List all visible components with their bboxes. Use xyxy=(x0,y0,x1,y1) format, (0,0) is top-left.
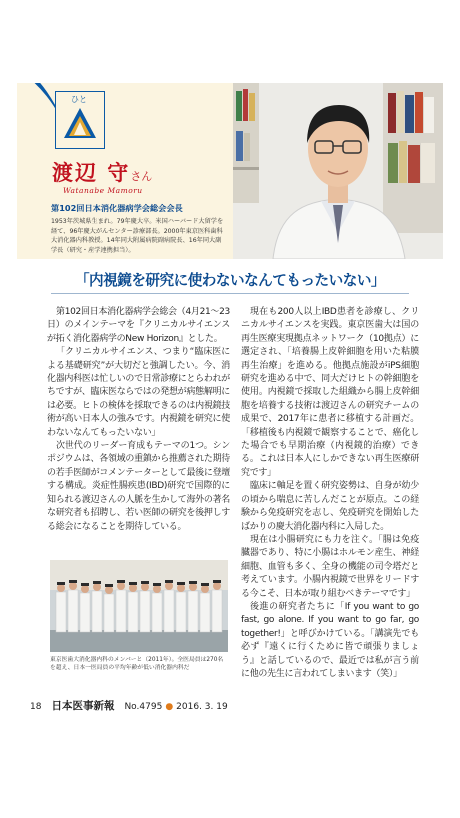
group-image xyxy=(50,560,228,652)
hito-logo-icon xyxy=(63,106,97,140)
paragraph: 後進の研究者たちに「If you want to go fast, go alone. If you want to go far, go together!」と呼びかけている。「講演先でも必ず『遠くに行くために皆で頑張りましょう』と話しているので、最近では私が言う前に他の先生に言われてしまいます（笑）」 xyxy=(241,601,419,679)
biography: 1953年茨城県生まれ。79年慶大卒。米国ハーバード大留学を経て、96年慶大がんセンター診療部長。2000年東京医科歯科大消化器内科教授。14年同大附属病院副病院長、16年同大副学長（研究・産学連携担当）。 xyxy=(51,218,224,254)
headline: 「内視鏡を研究に使わないなんてもったいない」 xyxy=(74,272,386,289)
profile-panel xyxy=(17,83,233,259)
page-footer xyxy=(30,698,228,713)
paragraph: 次世代のリーダー育成もテーマの1つ。シンポジウムは、各領域の重鎮から推薦された期待の若手医師がコメンテーターとして最後に登壇する構成。炎症性腸疾患(IBD)研究で国際的に知られる渡辺さんの人脈を生かして海外の著名な研究者も招聘し、若い医師の研究を後押しする総会になることを期待している。 xyxy=(47,441,230,532)
paragraph: 「クリニカルサイエンス、つまり“臨床医による基礎研究”が大切だと強調したい。今、消化器内科医は忙しいので日常診療にとらわれがちですが、臨床医ならではの発想が病態解明には必要。ヒトの検体を採取できるのは内視鏡技術が高い日本人の強みです。内視鏡を研究に使わないなんてもったいない」 xyxy=(47,347,230,438)
person-name-roman: Watanabe Mamoru xyxy=(63,186,143,195)
paragraph: 臨床に軸足を置く研究姿勢は、自身が幼少の頃から喘息に苦しんだことが原点。この経験から免疫研究を志し、免疫研究を開始したばかりの慶大消化器内科に入局した。 xyxy=(241,481,419,532)
portrait-image xyxy=(233,83,443,259)
page-number: 18 xyxy=(30,702,42,712)
separator-dot-icon: ● xyxy=(165,702,174,712)
hito-badge xyxy=(55,91,105,149)
group-photo xyxy=(50,560,228,652)
person-name: 渡辺 守さん xyxy=(52,160,153,185)
hito-label: ひと xyxy=(71,95,87,104)
paragraph: 現在も200人以上IBD患者を診療し、クリニカルサイエンスを実践。東京医歯大は国の再生医療実現拠点ネットワーク（10拠点）に選定され、「培養腸上皮幹細胞を用いた粘膜再生治療」を進める。他拠点施設がiPS細胞研究を進める中で、同大だけヒトの幹細胞を使用。内視鏡で採取した組織から腸上皮幹細胞を培養する技術は渡辺さんの研究チームの成果で、2017年に患者に移植する計画だ。「移植後も内視鏡で観察することで、癌化した場合でも早期治療（内視鏡的治療）できる。これは日本人にしかできない再生医療研究です」 xyxy=(241,307,419,478)
issue-date: 2016. 3. 19 xyxy=(176,702,228,712)
paragraph: 第102回日本消化器病学会総会（4月21〜23日）のメインテーマを『クリニカルサイエンスが拓く消化器病学のNew Horizon』とした。 xyxy=(47,307,230,344)
publication-name: 日本医事新報 xyxy=(51,700,115,712)
headline-divider xyxy=(51,293,409,294)
honorific: さん xyxy=(130,170,153,183)
magazine-page xyxy=(17,83,443,726)
portrait-photo xyxy=(233,83,443,259)
issue-number: No.4795 xyxy=(124,702,163,712)
paragraph: 現在は小腸研究にも力を注ぐ。「腸は免疫臓器であり、特に小腸はホルモン産生、神経細胞、血管も多く、全身の機能の司令塔だと考えています。小腸内視鏡で世界をリードする今こそ、日本が取り組むべきテーマです」 xyxy=(241,534,419,599)
affiliation: 第102回日本消化器病学会総会会長 xyxy=(51,203,183,213)
photo-caption: 東京医歯大消化器内科のメンバーと（2011年）。全医局員は270名を超え、日本一医局員の平均年齢が低い消化器内科だ xyxy=(50,657,224,672)
profile-banner xyxy=(17,83,443,259)
left-column xyxy=(47,306,230,534)
